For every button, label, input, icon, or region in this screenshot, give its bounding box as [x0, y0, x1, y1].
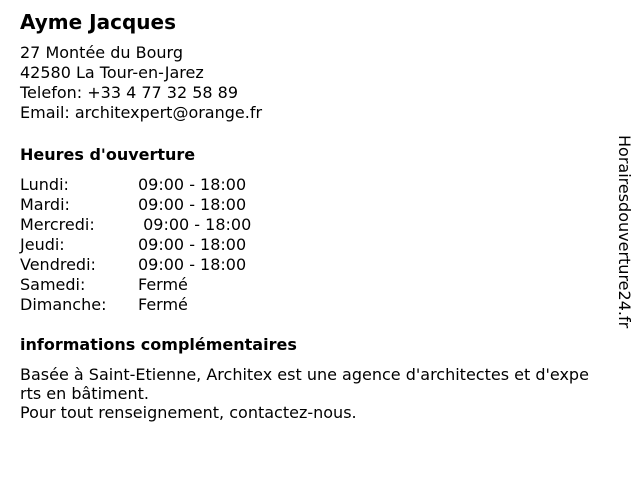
- hours-time: 09:00 - 18:00: [138, 215, 252, 234]
- hours-row-sunday: [20, 295, 600, 315]
- hours-time: 09:00 - 18:00: [138, 195, 247, 214]
- hours-row-monday: [20, 175, 600, 195]
- hours-time: 09:00 - 18:00: [138, 175, 247, 194]
- hours-day: Jeudi:: [20, 235, 65, 254]
- email-line: Email: architexpert@orange.fr: [20, 103, 263, 122]
- hours-table: [20, 175, 600, 315]
- address-block: [20, 43, 600, 123]
- hours-time: 09:00 - 18:00: [138, 235, 247, 254]
- hours-heading: Heures d'ouverture: [20, 145, 196, 164]
- hours-day: Lundi:: [20, 175, 69, 194]
- info-contact: Pour tout renseignement, contactez-nous.: [20, 403, 357, 422]
- hours-time: Fermé: [138, 295, 188, 314]
- hours-day: Mercredi:: [20, 215, 95, 234]
- hours-row-tuesday: [20, 195, 600, 215]
- hours-time: Fermé: [138, 275, 188, 294]
- hours-row-friday: [20, 255, 600, 275]
- phone-line: Telefon: +33 4 77 32 58 89: [20, 83, 239, 102]
- hours-day: Mardi:: [20, 195, 70, 214]
- hours-row-thursday: [20, 235, 600, 255]
- business-card: [20, 10, 600, 422]
- hours-day: Samedi:: [20, 275, 86, 294]
- hours-time: 09:00 - 18:00: [138, 255, 247, 274]
- hours-day: Dimanche:: [20, 295, 107, 314]
- hours-row-wednesday: [20, 215, 600, 235]
- business-name: Ayme Jacques: [20, 10, 176, 34]
- info-description: Basée à Saint-Etienne, Architex est une agence d'architectes et d'experts en bâtiment.: [20, 365, 589, 403]
- address-line-street: 27 Montée du Bourg: [20, 43, 183, 62]
- address-line-city: 42580 La Tour-en-Jarez: [20, 63, 204, 82]
- hours-row-saturday: [20, 275, 600, 295]
- info-heading: informations complémentaires: [20, 335, 297, 354]
- site-watermark: Horairesdouverture24.fr: [615, 135, 634, 329]
- hours-day: Vendredi:: [20, 255, 96, 274]
